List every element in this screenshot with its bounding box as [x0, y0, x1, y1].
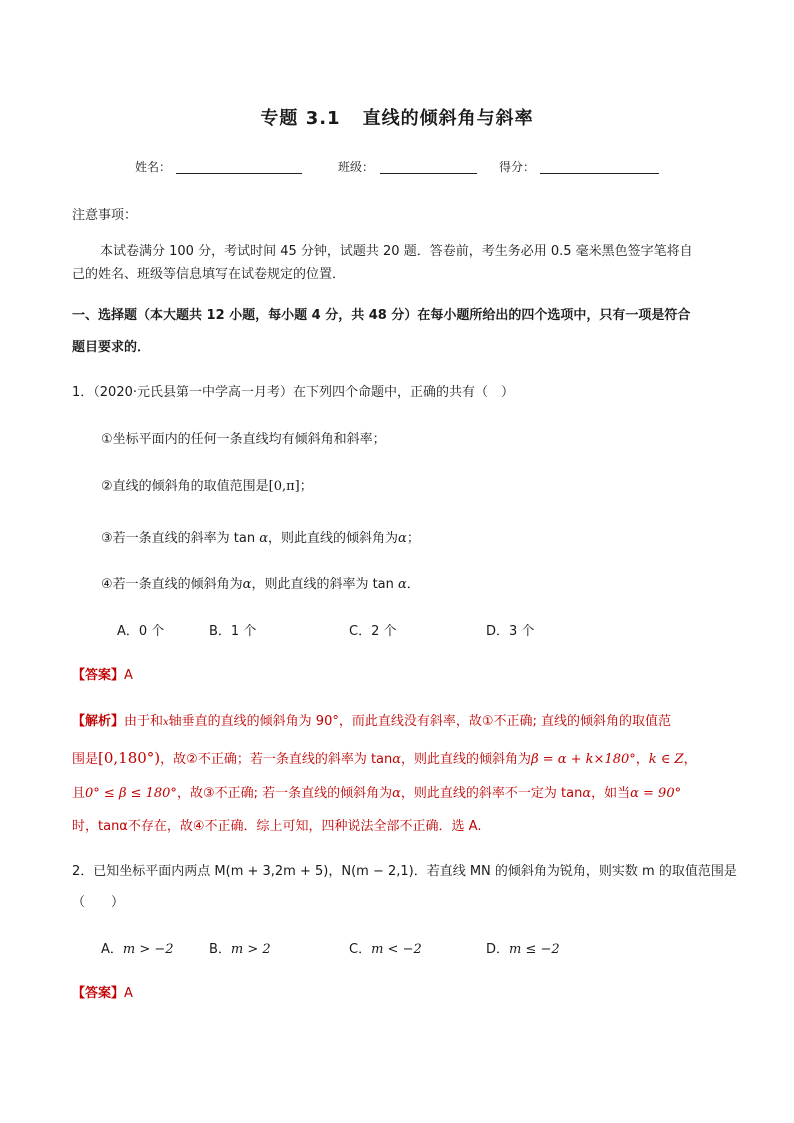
score-blank[interactable] — [540, 173, 659, 174]
q2-option-b[interactable]: B．m > 2 — [209, 942, 271, 957]
interval-math: [0,π] — [268, 479, 300, 494]
answer-tag: 【答案】 — [72, 986, 125, 1001]
q1-analysis-line4: 时，tanα不存在，故④不正确．综上可知，四种说法全部不正确．选 A. — [72, 819, 482, 834]
name-blank[interactable] — [176, 173, 302, 174]
q1-answer — [72, 664, 133, 683]
q1-statement-2: ②直线的倾斜角的取值范围是[0,π]； — [101, 479, 313, 494]
page-title — [0, 104, 794, 130]
q1-stem: 1．（2020·元氏县第一中学高一月考）在下列四个命题中，正确的共有（ ） — [72, 385, 514, 400]
q2-stem-line1: 2．已知坐标平面内两点 M(m + 3,2m + 5)，N(m − 2,1)．若直线 MN 的倾斜角为锐角，则实数 m 的取值范围是 — [72, 864, 737, 879]
q2-stem-line2: （ ） — [72, 895, 125, 910]
class-blank[interactable] — [380, 173, 477, 174]
analysis-tag: 【解析】 — [72, 714, 125, 729]
q1-statement-3: ③若一条直线的斜率为 tan α，则此直线的倾斜角为α； — [101, 531, 420, 546]
q1-option-b[interactable]: B．1 个 — [209, 624, 257, 639]
name-label: 姓名： — [135, 160, 172, 174]
score-label: 得分： — [499, 160, 536, 174]
q1-statement-4: ④若一条直线的倾斜角为α，则此直线的斜率为 tan α． — [101, 577, 420, 592]
q1-analysis-line2: 围是[0,180°)，故②不正确；若一条直线的斜率为 tanα，则此直线的倾斜角为β = α + k×180°，k ∈ Z， — [72, 749, 697, 767]
section1-line2: 题目要求的． — [72, 340, 151, 355]
q1-option-c[interactable]: C．2 个 — [349, 624, 397, 639]
class-label: 班级： — [338, 160, 375, 174]
section1-line1: 一、选择题（本大题共 12 小题，每小题 4 分，共 48 分）在每小题所给出的四个选项中，只有一项是符合 — [72, 308, 691, 323]
q2-option-a[interactable]: A．m > −2 — [101, 942, 174, 957]
title-main: 直线的倾斜角与斜率 — [362, 108, 534, 129]
answer-value: A — [124, 668, 133, 683]
q1-analysis-line3: 且0° ≤ β ≤ 180°，故③不正确; 若一条直线的倾斜角为α，则此直线的斜率不一定为 tanα，如当α = 90° — [72, 786, 682, 801]
answer-value: A — [124, 986, 133, 1001]
q1-statement-1: ①坐标平面内的任何一条直线均有倾斜角和斜率； — [101, 432, 386, 447]
q2-option-c[interactable]: C．m < −2 — [349, 942, 422, 957]
q2-option-d[interactable]: D．m ≤ −2 — [486, 942, 560, 957]
title-prefix: 专题 3.1 — [260, 108, 341, 129]
q1-option-a[interactable]: A．0 个 — [117, 624, 165, 639]
answer-tag: 【答案】 — [72, 668, 125, 683]
notice-line1: 本试卷满分 100 分，考试时间 45 分钟，试题共 20 题．答卷前，考生务必用 0.5 毫米黑色签字笔将自 — [100, 244, 693, 259]
q1-option-d[interactable]: D．3 个 — [486, 624, 535, 639]
notice-line2: 己的姓名、班级等信息填写在试卷规定的位置． — [72, 267, 346, 282]
q1-analysis-line1: 【解析】由于和x轴垂直的直线的倾斜角为 90°，而此直线没有斜率，故①不正确; 直线的倾斜角的取值范 — [72, 714, 672, 729]
q2-answer — [72, 982, 133, 1001]
notice-heading: 注意事项： — [72, 208, 138, 223]
